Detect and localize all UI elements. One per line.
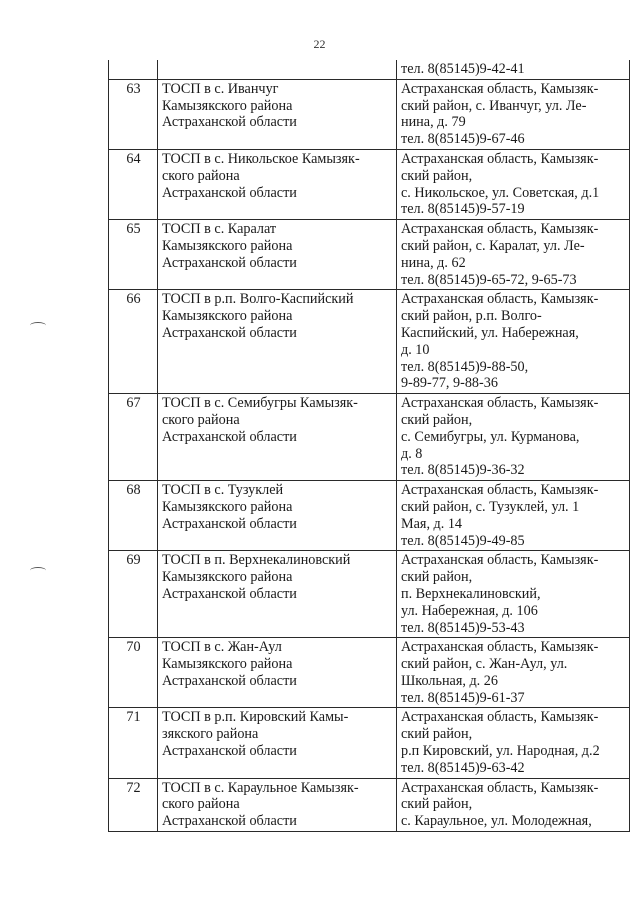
address-line: тел. 8(85145)9-42-41 (401, 61, 525, 77)
office-name-line: Камызякского района (162, 656, 293, 673)
address-line: с. Караульное, ул. Молодежная, (401, 813, 592, 830)
row-number-cell (109, 481, 158, 551)
table-row (109, 394, 630, 481)
office-name-line: ского района (162, 796, 240, 813)
address-line: 9-89-77, 9-88-36 (401, 375, 498, 392)
margin-mark (30, 567, 46, 574)
office-name-line: Астраханской области (162, 184, 297, 201)
address-line: р.п Кировский, ул. Народная, д.2 (401, 743, 600, 760)
row-number: 69 (126, 552, 141, 569)
address-line: п. Верхнекалиновский, (401, 585, 541, 602)
address-line: Астраханская область, Камызяк- (401, 291, 599, 308)
address-line: Каспийский, ул. Набережная, (401, 324, 579, 341)
address-line: тел. 8(85145)9-67-46 (401, 131, 525, 148)
office-name-cell (158, 60, 397, 79)
office-name-line: Камызякского района (162, 569, 293, 586)
office-name-line: ТОСП в с. Семибугры Камызяк- (162, 395, 358, 412)
address-line: ский район, с. Тузуклей, ул. 1 (401, 498, 580, 515)
row-number-cell (109, 778, 158, 831)
row-number-cell (109, 79, 158, 149)
office-name-line: Камызякского района (162, 97, 293, 114)
table-row (109, 79, 630, 149)
address-line: тел. 8(85145)9-57-19 (401, 201, 525, 218)
margin-mark (30, 322, 46, 329)
address-line: ский район, с. Жан-Аул, ул. (401, 656, 568, 673)
office-name-line: Астраханской области (162, 813, 297, 830)
row-number-cell (109, 708, 158, 778)
address-line: Школьная, д. 26 (401, 672, 498, 689)
address-line: ский район, с. Каралат, ул. Ле- (401, 237, 585, 254)
address-line: ский район, (401, 569, 473, 586)
office-name-line: ТОСП в п. Верхнекалиновский (162, 552, 351, 569)
row-number: 70 (126, 639, 141, 656)
address-line: Астраханская область, Камызяк- (401, 779, 599, 796)
row-number: 68 (126, 482, 141, 499)
office-name-cell (158, 149, 397, 219)
registry-table-body (109, 60, 630, 832)
office-name-line: Астраханской области (162, 254, 297, 271)
address-line: тел. 8(85145)9-36-32 (401, 462, 525, 479)
office-name-cell (158, 481, 397, 551)
office-name-line: ского района (162, 167, 240, 184)
address-line: ский район, р.п. Волго- (401, 308, 542, 325)
office-name-line: Камызякского района (162, 308, 293, 325)
table-row-continuation (109, 60, 630, 79)
address-cell (397, 290, 630, 394)
page-number: 22 (313, 37, 326, 51)
office-name-line: ТОСП в с. Жан-Аул (162, 639, 282, 656)
address-line: ский район, (401, 726, 473, 743)
office-name-cell (158, 638, 397, 708)
office-name-cell (158, 708, 397, 778)
address-line: тел. 8(85145)9-63-42 (401, 759, 525, 776)
row-number-cell (109, 394, 158, 481)
address-cell (397, 79, 630, 149)
address-line: тел. 8(85145)9-61-37 (401, 689, 525, 706)
address-line: тел. 8(85145)9-88-50, (401, 358, 529, 375)
table-row (109, 708, 630, 778)
row-number: 63 (126, 80, 141, 97)
row-number: 71 (126, 709, 141, 726)
office-name-line: ТОСП в р.п. Кировский Камы- (162, 709, 349, 726)
table-row (109, 638, 630, 708)
address-line: тел. 8(85145)9-53-43 (401, 619, 525, 636)
office-name-line: Астраханской области (162, 114, 297, 131)
address-line: ский район, (401, 167, 473, 184)
address-cell (397, 778, 630, 831)
address-cell (397, 220, 630, 290)
office-name-line: Астраханской области (162, 428, 297, 445)
address-line: ский район, с. Иванчуг, ул. Ле- (401, 97, 587, 114)
address-line: Астраханская область, Камызяк- (401, 395, 599, 412)
office-name-line: ТОСП в с. Иванчуг (162, 80, 279, 97)
office-name-cell (158, 220, 397, 290)
address-cell (397, 551, 630, 638)
address-line: ский район, (401, 796, 473, 813)
row-number: 65 (126, 221, 141, 238)
row-number-cell (109, 60, 158, 79)
registry-table (108, 60, 630, 832)
table-row (109, 290, 630, 394)
office-name-line: ского района (162, 411, 240, 428)
office-name-line: Камызякского района (162, 237, 293, 254)
office-name-cell (158, 394, 397, 481)
office-name-line: Астраханской области (162, 585, 297, 602)
row-number-cell (109, 638, 158, 708)
address-cell (397, 708, 630, 778)
row-number: 66 (126, 291, 141, 308)
row-number: 72 (126, 779, 141, 796)
address-line: ул. Набережная, д. 106 (401, 602, 538, 619)
office-name-line: зякского района (162, 726, 259, 743)
table-row (109, 149, 630, 219)
office-name-line: Астраханской области (162, 743, 297, 760)
office-name-cell (158, 778, 397, 831)
office-name-cell (158, 551, 397, 638)
office-name-line: ТОСП в с. Никольское Камызяк- (162, 150, 360, 167)
row-number: 64 (126, 150, 141, 167)
office-name-line: ТОСП в с. Каралат (162, 221, 277, 238)
address-line: д. 10 (401, 341, 430, 358)
office-name-line: ТОСП в р.п. Волго-Каспийский (162, 291, 354, 308)
address-line: тел. 8(85145)9-65-72, 9-65-73 (401, 271, 577, 288)
office-name-line: Астраханской области (162, 672, 297, 689)
address-line: Астраханская область, Камызяк- (401, 639, 599, 656)
table-row (109, 220, 630, 290)
address-cell (397, 60, 630, 79)
row-number: 67 (126, 395, 141, 412)
address-line: Астраханская область, Камызяк- (401, 552, 599, 569)
address-cell (397, 638, 630, 708)
row-number-cell (109, 149, 158, 219)
office-name-line: ТОСП в с. Караульное Камызяк- (162, 779, 359, 796)
address-line: Астраханская область, Камызяк- (401, 709, 599, 726)
row-number-cell (109, 220, 158, 290)
address-line: Астраханская область, Камызяк- (401, 482, 599, 499)
office-name-line: Астраханской области (162, 515, 297, 532)
address-line: Астраханская область, Камызяк- (401, 150, 599, 167)
address-line: д. 8 (401, 445, 423, 462)
address-line: с. Семибугры, ул. Курманова, (401, 428, 580, 445)
office-name-line: Астраханской области (162, 324, 297, 341)
row-number-cell (109, 290, 158, 394)
office-name-cell (158, 79, 397, 149)
office-name-line: Камызякского района (162, 498, 293, 515)
table-row (109, 551, 630, 638)
address-line: с. Никольское, ул. Советская, д.1 (401, 184, 600, 201)
address-line: Астраханская область, Камызяк- (401, 80, 599, 97)
address-cell (397, 149, 630, 219)
office-name-cell (158, 290, 397, 394)
address-line: нина, д. 79 (401, 114, 466, 131)
address-cell (397, 394, 630, 481)
office-name-line: ТОСП в с. Тузуклей (162, 482, 284, 499)
address-line: нина, д. 62 (401, 254, 466, 271)
row-number-cell (109, 551, 158, 638)
table-row (109, 778, 630, 831)
address-cell (397, 481, 630, 551)
table-row (109, 481, 630, 551)
address-line: Мая, д. 14 (401, 515, 463, 532)
address-line: ский район, (401, 411, 473, 428)
address-line: тел. 8(85145)9-49-85 (401, 532, 525, 549)
address-line: Астраханская область, Камызяк- (401, 221, 599, 238)
